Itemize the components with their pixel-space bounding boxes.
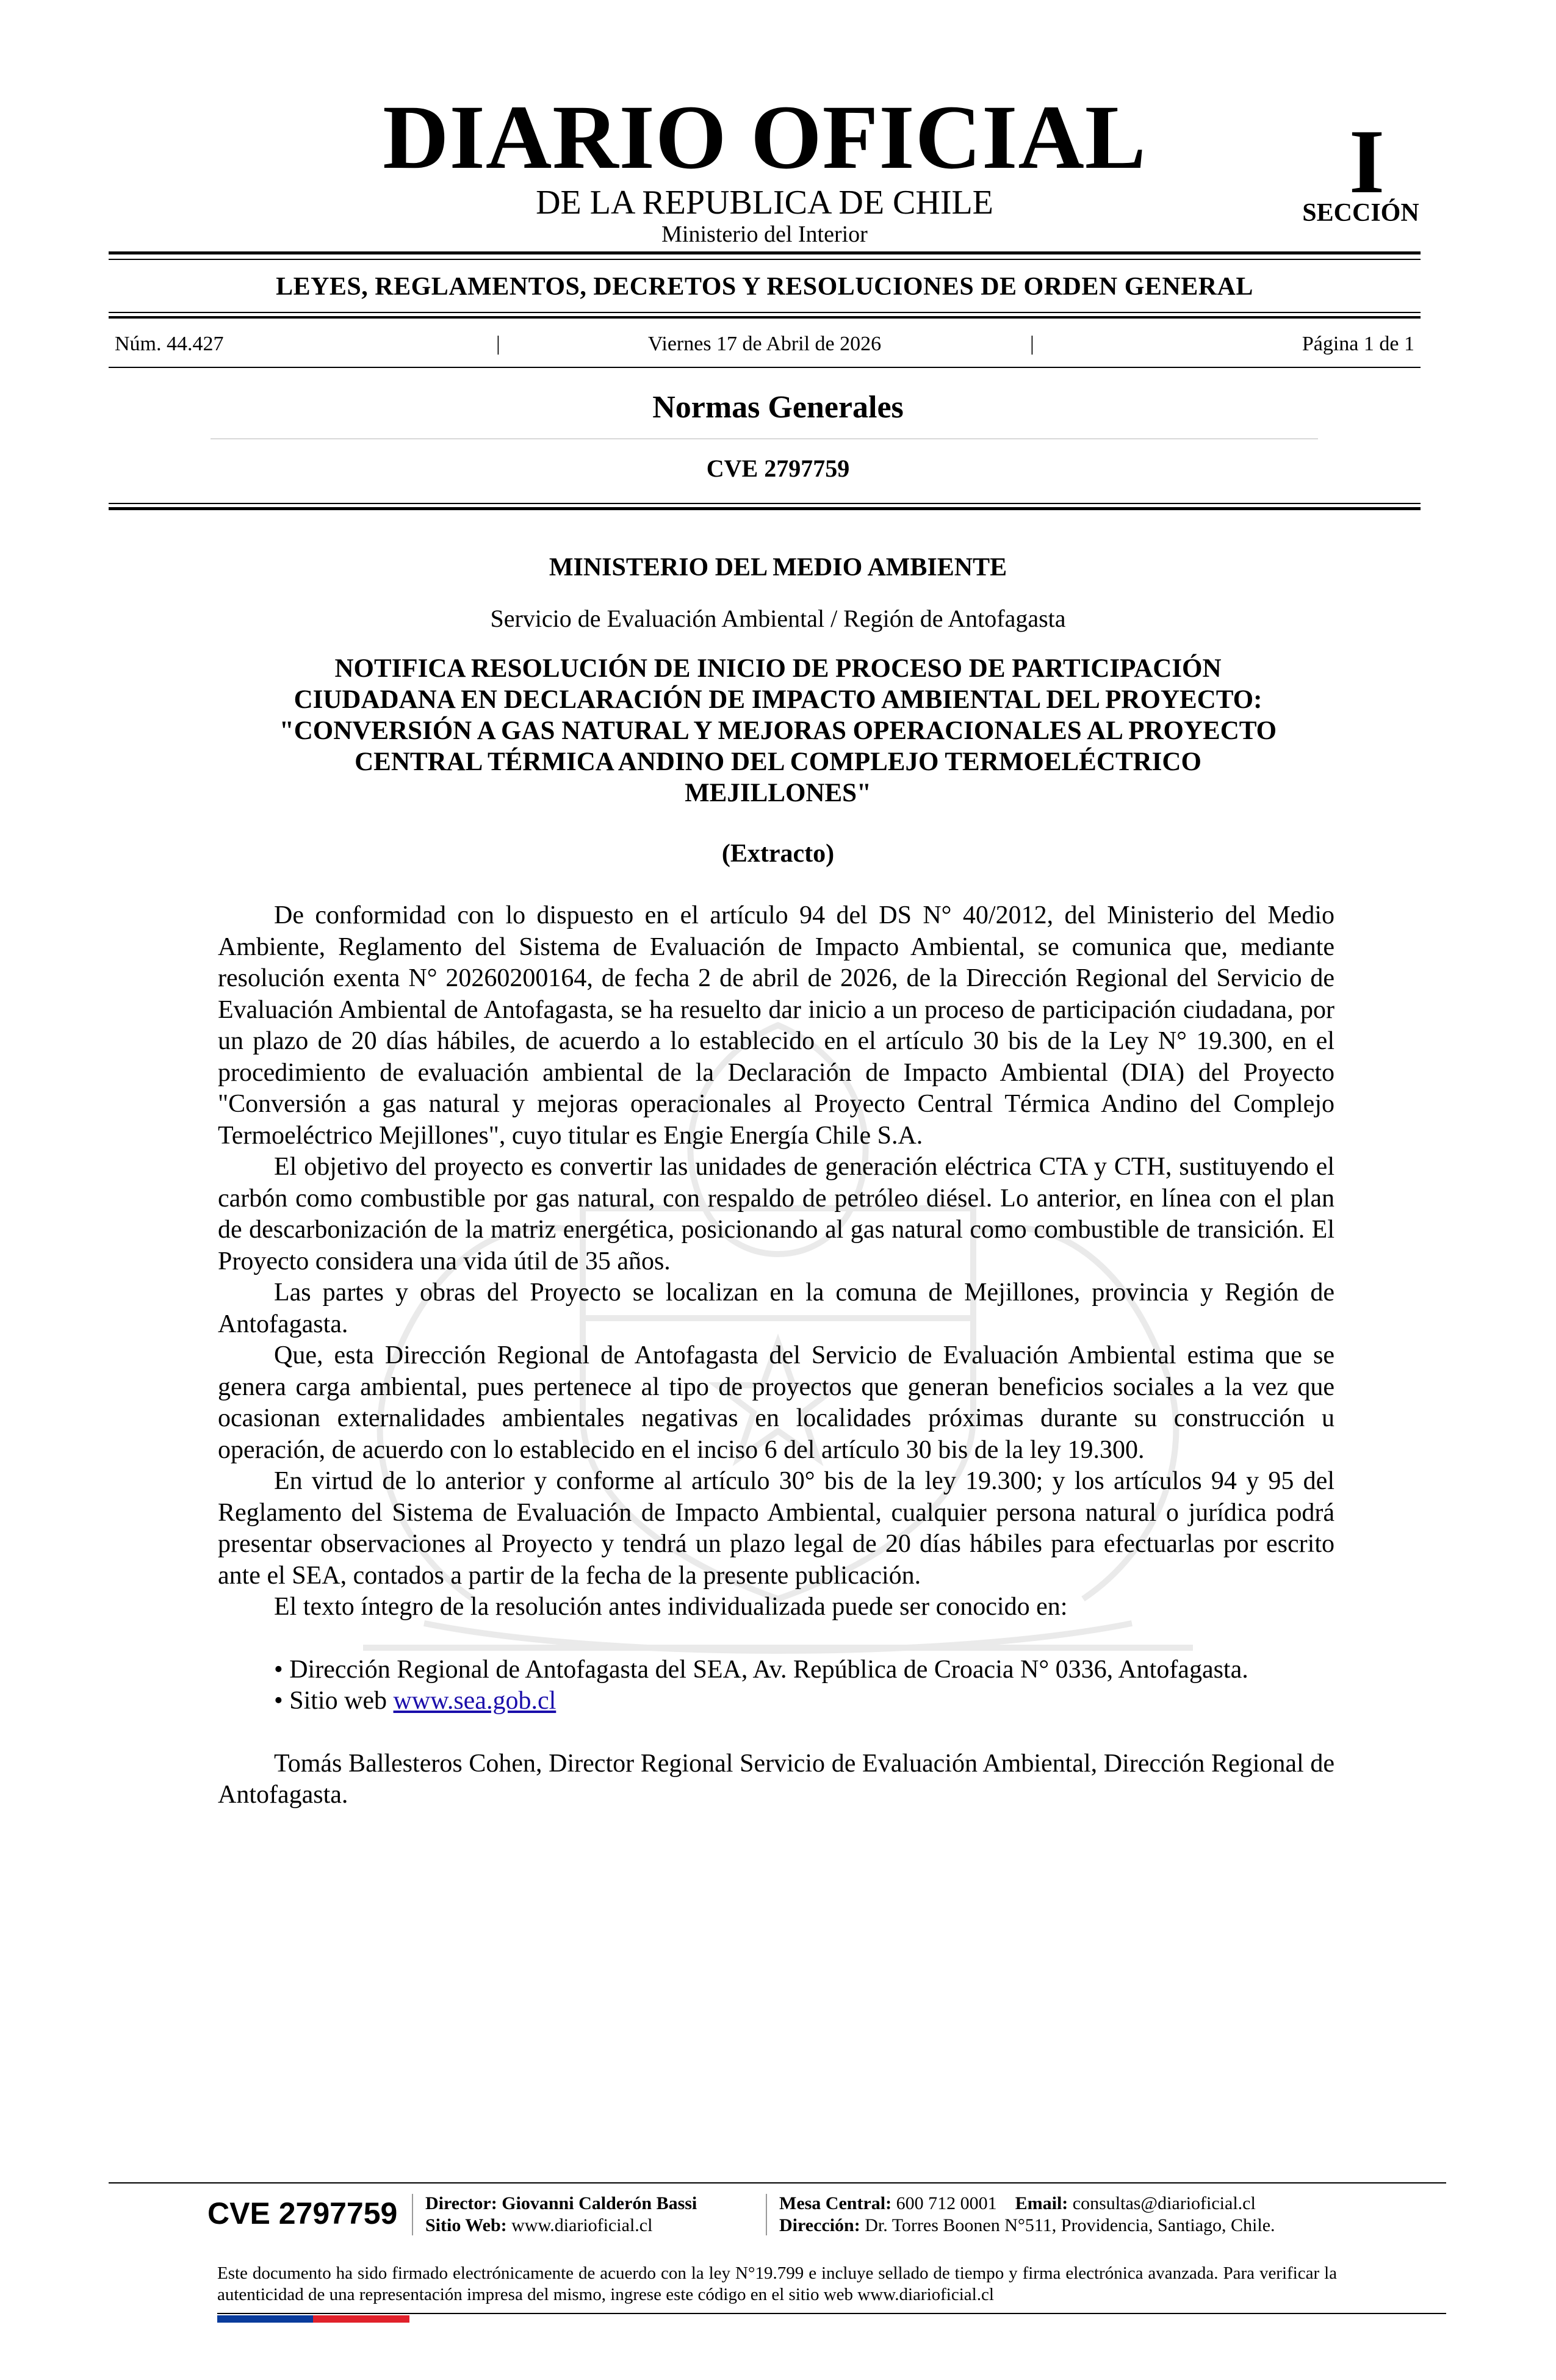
website-link[interactable]: www.diarioficial.cl [511,2215,653,2235]
footer-director-row [425,2193,697,2215]
issue-number: Núm. 44.427 [115,333,224,355]
band-rule-thin [109,312,1421,313]
newspaper-ministry: Ministerio del Interior [661,222,868,247]
flag-red-band [313,2315,409,2323]
phone-label: Mesa Central: [779,2193,892,2213]
document-title [207,653,1349,809]
issue-separator: | [496,333,500,355]
signature: Tomás Ballesteros Cohen, Director Regional Servicio de Evaluación Ambiental, Dirección Regional de Antofagasta. [218,1749,1334,1809]
address-label: Dirección: [779,2215,860,2235]
footer-divider [766,2194,767,2235]
extract-label: (Extracto) [721,840,835,868]
footer-website-row [425,2215,697,2237]
document-title-line: CENTRAL TÉRMICA ANDINO DEL COMPLEJO TERMOELÉCTRICO [355,748,1201,776]
body-paragraph: En virtud de lo anterior y conforme al artículo 30° bis de la ley 19.300; y los artículos 94 y 95 del Reglamento del Sistema de Evaluación de Impacto Ambiental, cualquier persona natural o jurídica podrá presentar observaciones al Proyecto y tendrá un plazo legal de 20 días hábiles para efectuarlas por escrito ante el SEA, contados a partir de la fecha de la presente publicación. [218,1467,1334,1590]
document-title-line: "CONVERSIÓN A GAS NATURAL Y MEJORAS OPERACIONALES AL PROYECTO [279,716,1277,745]
issue-separator: | [1030,333,1034,355]
body-paragraph: El texto íntegro de la resolución antes individualizada puede ser conocido en: [274,1593,1068,1621]
document-title-line: NOTIFICA RESOLUCIÓN DE INICIO DE PROCESO DE PARTICIPACIÓN [334,654,1222,683]
flag-blue-band [217,2315,313,2323]
section-roman-numeral: I [1349,111,1385,212]
sea-website-link[interactable]: www.sea.gob.cl [393,1687,556,1715]
body-paragraph: Las partes y obras del Proyecto se localizan en la comuna de Mejillones, provincia y Región de Antofagasta. [218,1278,1334,1338]
document-title-line: CIUDADANA EN DECLARACIÓN DE IMPACTO AMBIENTAL DEL PROYECTO: [294,685,1262,714]
issue-date: Viernes 17 de Abril de 2026 [647,333,882,355]
cve-rule-thick [109,507,1421,510]
masthead [109,87,1421,248]
footer-legal-note: Este documento ha sido firmado electrónicamente de acuerdo con la ley N°19.799 e incluye sellado de tiempo y firma electrónica avanzada. Para verificar la autenticidad de una representación impresa del mismo, ingrese este código en el sitio web www.diarioficial.cl [217,2263,1337,2304]
body-paragraph: Que, esta Dirección Regional de Antofagasta del Servicio de Evaluación Ambiental estima que se genera carga ambiental, pues pertenece al tipo de proyectos que generan beneficios sociales a la vez que ocasionan externalidades ambientales negativas en localidades próximas durante su construcción u operación, de acuerdo con lo establecido en el inciso 6 del artículo 30 bis de la ley 19.300. [218,1341,1334,1464]
footer-rule [109,2182,1446,2183]
service-line: Servicio de Evaluación Ambiental / Región de Antofagasta [490,605,1066,632]
norms-title: Normas Generales [652,390,904,425]
bullet-website [218,1686,1334,1717]
ministry-heading: MINISTERIO DEL MEDIO AMBIENTE [549,554,1007,582]
newspaper-subtitle: DE LA REPUBLICA DE CHILE [536,184,993,222]
cve-code: CVE 2797759 [706,455,850,482]
footer-cve-code: CVE 2797759 [207,2196,398,2230]
email-link[interactable]: consultas@diarioficial.cl [1072,2193,1256,2213]
bullet-office: • Dirección Regional de Antofagasta del SEA, Av. República de Croacia N° 0336, Antofagasta. [274,1655,1248,1684]
body-paragraph: El objetivo del proyecto es convertir las unidades de generación eléctrica CTA y CTH, sustituyendo el carbón como combustible por gas natural, con respaldo de petróleo diésel. Lo anterior, en línea con el plan de descarbonización de la matriz energética, posicionando al gas natural como combustible de transición. El Proyecto considera una vida útil de 35 años. [218,1153,1334,1275]
header-rule-thick [109,251,1421,254]
bullet-website-prefix: • Sitio web [274,1687,394,1715]
footer-address-row [779,2215,1275,2237]
band-rule-thick [109,316,1421,319]
header-rule-thin [109,259,1421,260]
footer-director-block [425,2193,697,2237]
footer-contact-row [779,2193,1275,2215]
cve-rule-thin [109,503,1421,504]
address-value: Dr. Torres Boonen N°511, Providencia, Santiago, Chile. [865,2215,1275,2235]
footer-bottom-rule [217,2313,1446,2314]
issue-rule [109,367,1421,368]
director-label: Director: [425,2193,497,2213]
band-title: LEYES, REGLAMENTOS, DECRETOS Y RESOLUCIONES DE ORDEN GENERAL [276,273,1253,301]
website-label: Sitio Web: [425,2215,507,2235]
newspaper-title: DIARIO OFICIAL [383,87,1147,188]
norms-rule [211,438,1318,439]
document-title-line: MEJILLONES" [685,779,871,807]
body-paragraph: De conformidad con lo dispuesto en el artículo 94 del DS N° 40/2012, del Ministerio del Medio Ambiente, Reglamento del Sistema de Evaluación de Impacto Ambiental, se comunica que, mediante resolución exenta N° 20260200164, de fecha 2 de abril de 2026, de la Dirección Regional del Servicio de Evaluación Ambiental de Antofagasta, se ha resuelto dar inicio a un proceso de participación ciudadana, por un plazo de 20 días hábiles, de acuerdo a lo establecido en el artículo 30 bis de la Ley N° 19.300, en el procedimiento de evaluación ambiental de la Declaración de Impacto Ambiental (DIA) del Proyecto "Conversión a gas natural y mejoras operacionales al Proyecto Central Térmica Andino del Complejo Termoeléctrico Mejillones", cuyo titular es Engie Energía Chile S.A. [218,901,1334,1150]
phone-number: 600 712 0001 [896,2193,997,2213]
flag-stripe [217,2315,409,2323]
email-label: Email: [1015,2193,1068,2213]
page-number: Página 1 de 1 [1302,333,1414,355]
director-name: Giovanni Calderón Bassi [502,2193,697,2213]
footer-contact-block [779,2193,1275,2237]
section-label: SECCIÓN [1302,199,1419,227]
document-body [218,900,1334,1811]
footer-divider [412,2194,413,2235]
